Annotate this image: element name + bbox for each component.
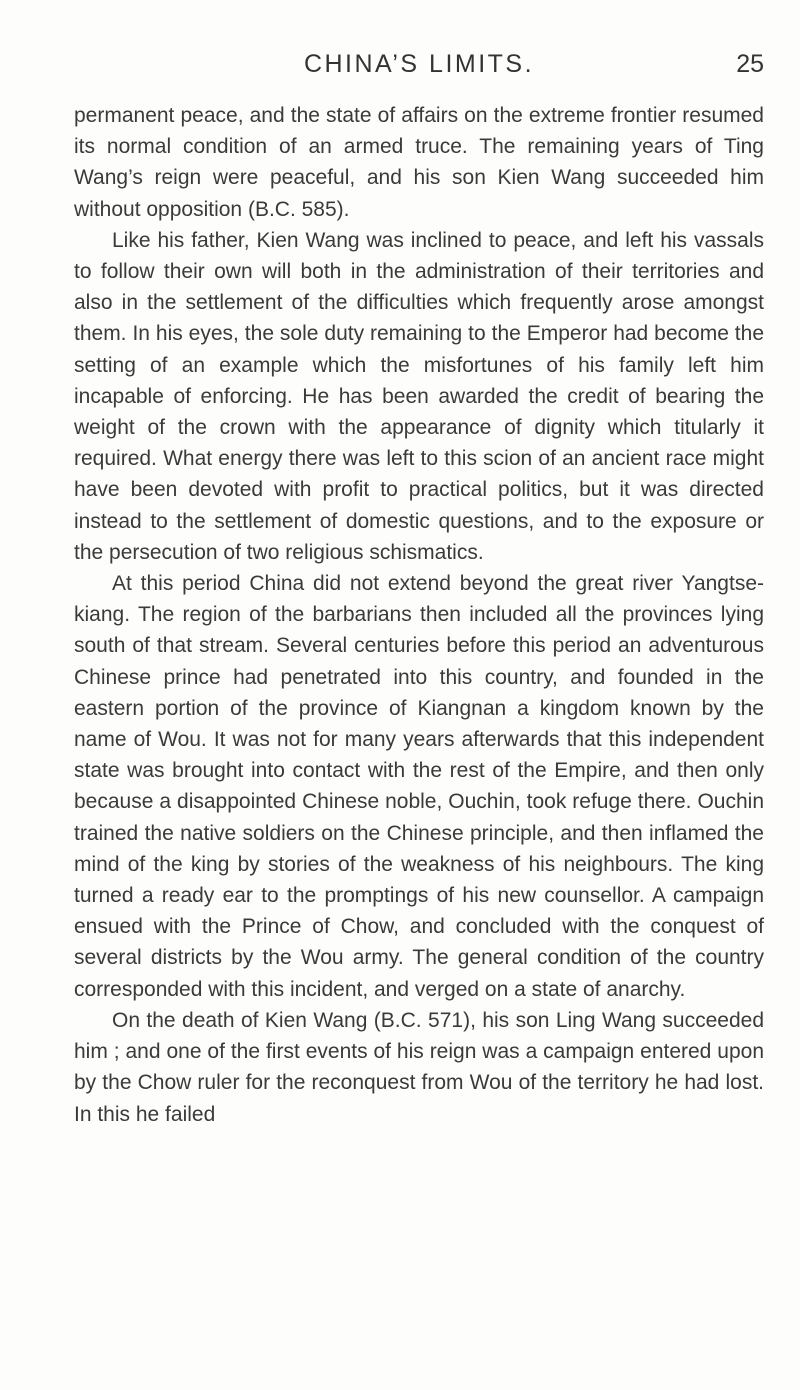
paragraph: On the death of Kien Wang (B.C. 571), his son Ling Wang succeeded him ; and one of the first events of his reign was a campaign entered upon by the Chow ruler for the reconquest from Wou of the territory he had lost. In this he failed: [74, 1008, 764, 1126]
body-text: [74, 100, 764, 1130]
running-head: [74, 50, 764, 90]
book-page: [74, 50, 764, 1130]
paragraph: permanent peace, and the state of affairs on the extreme frontier resumed its normal condition of an armed truce. The remaining years of Ting Wang’s reign were peaceful, and his son Kien Wang succeeded him without opposition (B.C. 585).: [74, 104, 764, 221]
paragraph: At this period China did not extend beyond the great river Yangtse-kiang. The region of the barbarians then included all the provinces lying south of that stream. Several centuries before this period an adventurous Chinese prince had penetrated into this country, and founded in the eastern portion of the province of Kiangnan a kingdom known by the name of Wou. It was not for many years afterwards that this independent state was brought into contact with the rest of the Empire, and then only because a disappointed Chinese noble, Ouchin, took refuge there. Ouchin trained the native soldiers on the Chinese principle, and then inflamed the mind of the king by stories of the weakness of his neighbours. The king turned a ready ear to the promptings of his new counsellor. A campaign ensued with the Prince of Chow, and concluded with the conquest of several districts by the Wou army. The general condition of the country corresponded with this incident, and verged on a state of anarchy.: [74, 572, 764, 1001]
running-title: CHINA’S LIMITS.: [303, 50, 535, 78]
page-number: 25: [736, 50, 764, 78]
paragraph: Like his father, Kien Wang was inclined to peace, and left his vassals to follow their own will both in the administration of their territories and also in the settlement of the difficulties which frequently arose amongst them. In his eyes, the sole duty remaining to the Emperor had become the setting of an example which the misfortunes of his family left him incapable of enforcing. He has been awarded the credit of bearing the weight of the crown with the appearance of dignity which titularly it required. What energy there was left to this scion of an ancient race might have been devoted with profit to practical politics, but it was directed instead to the settlement of domestic questions, and to the exposure or the persecution of two religious schismatics.: [74, 228, 764, 564]
